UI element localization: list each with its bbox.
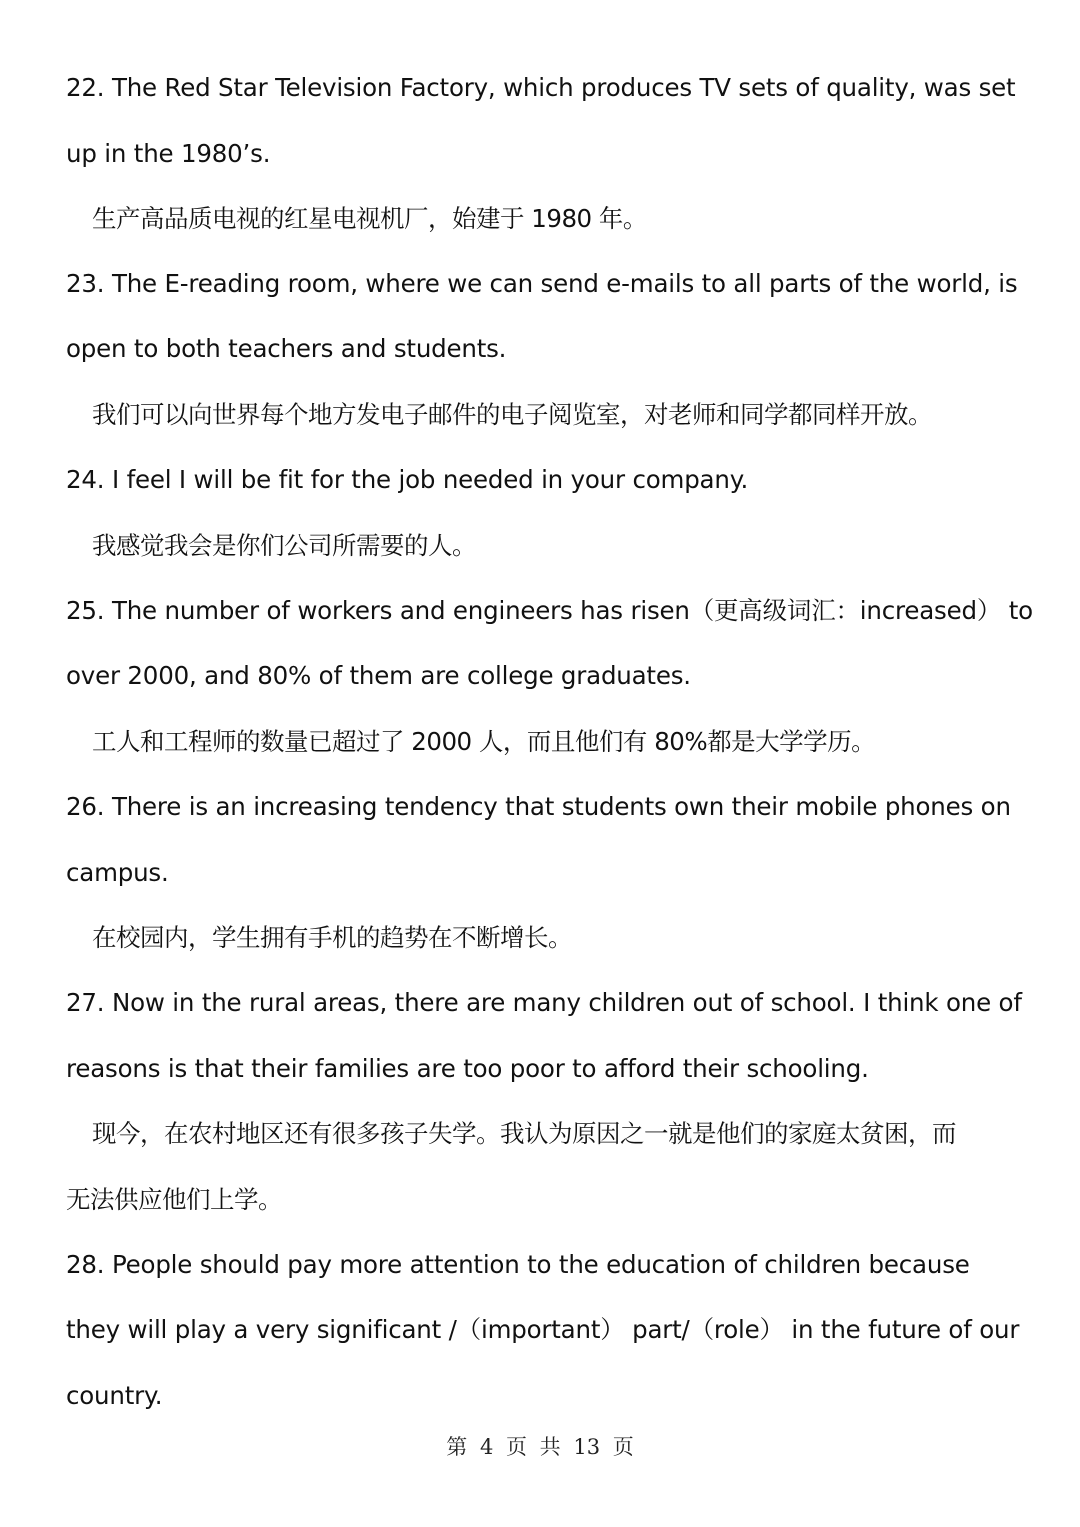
sentence-24-english-line-1: 24. I feel I will be fit for the job needed in your company. (66, 465, 749, 494)
sentence-22-english-line-1: 22. The Red Star Television Factory, which produces TV sets of quality, was set (66, 73, 1016, 102)
sentence-24-chinese-translation: 我感觉我会是你们公司所需要的人。 (92, 531, 476, 560)
sentence-27-english-line-2: reasons is that their families are too poor to afford their schooling. (66, 1054, 869, 1083)
sentence-25-chinese-translation: 工人和工程师的数量已超过了 2000 人，而且他们有 80%都是大学学历。 (92, 727, 876, 756)
sentence-27-chinese-translation-line-2: 无法供应他们上学。 (66, 1185, 282, 1214)
sentence-22-english-line-2: up in the 1980’s. (66, 139, 271, 168)
sentence-28-english-line-3: country. (66, 1381, 163, 1410)
sentence-23-english-line-2: open to both teachers and students. (66, 334, 507, 363)
sentence-23-chinese-translation: 我们可以向世界每个地方发电子邮件的电子阅览室，对老师和同学都同样开放。 (92, 400, 932, 429)
sentence-28-english-line-2: they will play a very significant /（important） part/（role） in the future of our (66, 1315, 1020, 1344)
sentence-28-english-line-1: 28. People should pay more attention to the education of children because (66, 1250, 970, 1279)
sentence-25-english-line-2: over 2000, and 80% of them are college graduates. (66, 661, 691, 690)
sentence-22-chinese-translation: 生产高品质电视的红星电视机厂，始建于 1980 年。 (92, 204, 647, 233)
sentence-27-english-line-1: 27. Now in the rural areas, there are many children out of school. I think one of (66, 988, 1022, 1017)
sentence-26-english-line-2: campus. (66, 858, 169, 887)
sentence-26-chinese-translation: 在校园内，学生拥有手机的趋势在不断增长。 (92, 923, 572, 952)
sentence-23-english-line-1: 23. The E-reading room, where we can send e-mails to all parts of the world, is (66, 269, 1018, 298)
sentence-27-chinese-translation-line-1: 现今，在农村地区还有很多孩子失学。我认为原因之一就是他们的家庭太贫困，而 (92, 1119, 956, 1148)
sentence-25-english-line-1: 25. The number of workers and engineers has risen（更高级词汇：increased） to (66, 596, 1033, 625)
page-number-footer: 第 4 页 共 13 页 (446, 1435, 634, 1459)
sentence-26-english-line-1: 26. There is an increasing tendency that students own their mobile phones on (66, 792, 1011, 821)
